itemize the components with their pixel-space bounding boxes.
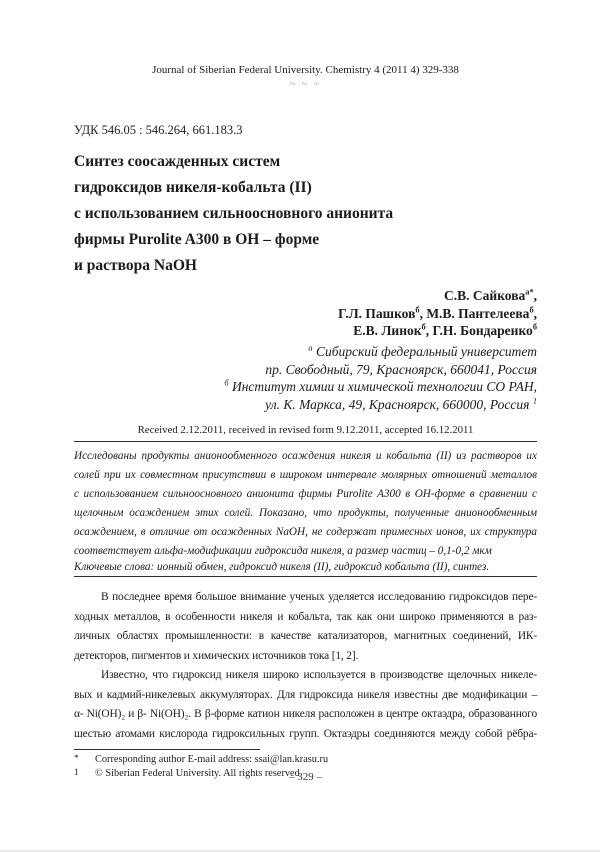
body-line: ходных металлов, в особенности никеля и кобальта, так как они широко применяются в раз- xyxy=(74,610,537,623)
paper-title-line: Синтез соосажденных систем xyxy=(74,153,281,170)
body-paragraph-1 xyxy=(74,588,537,666)
abstract-top-rule xyxy=(74,441,537,442)
footnote-line: 1 © Siberian Federal University. All rights reserved xyxy=(74,767,300,779)
paper-title-line: и раствора NaOH xyxy=(74,257,197,274)
received-line: Received 2.12.2011, received in revised form 9.12.2011, accepted 16.12.2011 xyxy=(137,424,474,436)
body-line: детекторов, пигментов и химических источников тока [1, 2]. xyxy=(74,649,359,662)
affiliation-line: $^б$ Институт химии и химической технологии СО РАН, xyxy=(224,378,537,394)
abstract-line: осаждением, в отличие от осажденных NaOH, не содержат примесных ионов, их структура xyxy=(74,526,537,538)
paper-title-line: гидроксидов никеля-кобальта (II) xyxy=(74,179,312,196)
abstract-line: соответствует альфа-модификации гидроксида никеля, а размер частиц – 0,1-0,2 мкм xyxy=(74,545,492,557)
author-line: Г.Л. Пашков$^б$, М.В. Пантелеева$^б$, xyxy=(338,305,537,321)
keywords-line: Ключевые слова: ионный обмен, гидроксид никеля (II), гидроксид кобальта (II), синтез. xyxy=(74,561,490,573)
abstract-bottom-rule xyxy=(74,576,537,577)
header-ornament: ~ ~ ~ xyxy=(289,79,322,90)
affiliation-line: пр. Свободный, 79, Красноярск, 660041, Россия xyxy=(265,361,537,377)
footnote-line: * Corresponding author E-mail address: ssai@lan.krasu.ru xyxy=(74,754,329,765)
paper-title-line: с использованием сильноосновного анионита xyxy=(74,205,394,222)
body-line: вых и кадмий-никелевых аккумуляторах. Для гидроксида никеля известны две модификации – xyxy=(74,688,537,701)
affiliations-block xyxy=(74,343,537,413)
body-line: шестью атомами кислорода гидроксильных групп. Октаэдры соединяются между собой рёбра- xyxy=(74,727,537,740)
abstract-line: солей при их совместном присутствии в широком интервале молярных отношений металлов xyxy=(74,469,537,481)
abstract xyxy=(74,447,537,561)
abstract-line: щелочным осаждением этих солей. Показано, что продукты, полученные анионообменным xyxy=(74,507,537,519)
journal-header: Journal of Siberian Federal University. Chemistry 4 (2011 4) 329-338 xyxy=(152,64,459,76)
author-line: Е.В. Линок$^б$, Г.Н. Бондаренко$^б$ xyxy=(353,322,537,338)
affiliation-line: ул. К. Маркса, 49, Красноярск, 660000, Россия $^1$ xyxy=(265,396,537,412)
authors-block xyxy=(74,287,537,340)
abstract-line: Исследованы продукты анионообменного осаждения никеля и кобальта (II) из растворов их xyxy=(74,450,537,462)
page-number: – 329 – xyxy=(289,771,322,783)
author-line: С.В. Сайкова$^{а*}$, xyxy=(444,287,537,303)
affiliation-line: $^а$ Сибирский федеральный университет xyxy=(308,343,537,359)
body-line: В последнее время большое внимание ученых уделяется исследованию гидроксидов пере- xyxy=(101,591,537,603)
abstract-line: с использованием сильноосновного анионита фирмы Purolite A300 в ОН-форме в сравнении с xyxy=(74,488,537,500)
body-line: личных областях промышленности: в качестве катализаторов, магнитных соединений, ИК- xyxy=(74,630,537,642)
udk-line: УДК 546.05 : 546.264, 661.183.3 xyxy=(74,123,243,137)
footnote-separator xyxy=(74,749,260,750)
paper-title xyxy=(74,149,537,279)
body-text xyxy=(74,588,537,744)
body-paragraph-2 xyxy=(74,666,537,744)
paper-title-line: фирмы Purolite A300 в ОН – форме xyxy=(74,231,320,248)
body-line: Известно, что гидроксид никеля широко используется в производстве щелочных никеле- xyxy=(101,669,537,681)
body-line: α- Ni(OH)₂ и β- Ni(OH)₂. В β-форме катион никеля расположен в центре октаэдра, образованного xyxy=(74,708,537,720)
